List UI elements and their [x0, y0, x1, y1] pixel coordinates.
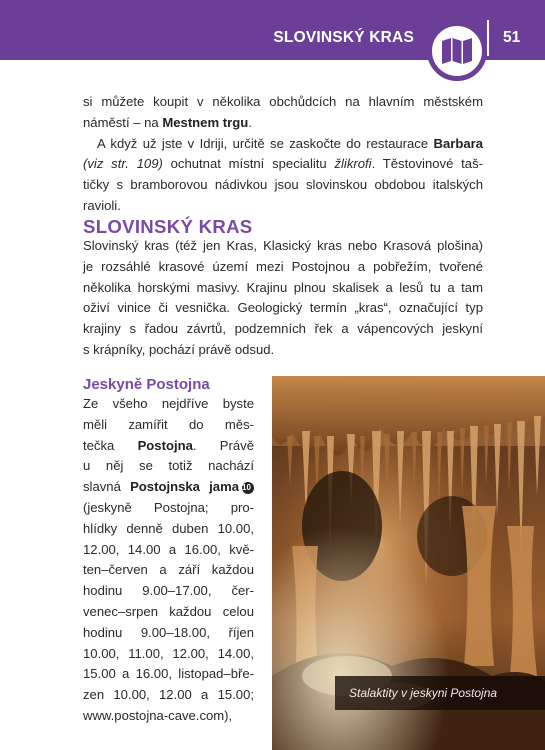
- subsection-heading: Jeskyně Postojna: [83, 376, 210, 393]
- text-line: (jeskyně Postojna; pro-: [83, 499, 254, 515]
- subsection-paragraph: [83, 394, 254, 727]
- town-name-bold: Postojna: [137, 437, 193, 453]
- map-marker-number: 10: [242, 482, 254, 494]
- text-line: si můžete koupit v několika obchůdcích na hlavním městském: [83, 94, 483, 109]
- text-line: Slovinský kras (též jen Kras, Klasický kras nebo Krasová plošina): [83, 238, 483, 253]
- cross-reference: (viz str. 109): [83, 156, 163, 172]
- text-line: je rozsáhlé krasové území mezi Postojnou a pobřežím, tvořené: [83, 258, 483, 274]
- place-name-bold: Mestnem trgu: [162, 114, 249, 130]
- text-line: měli zamířit do měs-: [83, 416, 254, 432]
- page-number: 51: [503, 29, 521, 46]
- text-line: venec–srpen každou celou: [83, 603, 254, 619]
- photo-caption: Stalaktity v jeskyni Postojna: [349, 686, 498, 700]
- text-line: zen 10.00, 12.00 a 15.00;: [83, 687, 254, 703]
- restaurant-name-bold: Barbara: [433, 135, 483, 151]
- text-run: náměstí – na: [83, 114, 163, 130]
- text-run: ochutnat místní specialitu: [162, 156, 335, 172]
- map-icon: [441, 38, 473, 64]
- text-line: 15.00 a 16.00, listopad–bře-: [83, 666, 254, 682]
- text-line: hodinu 9.00–18.00, říjen: [83, 624, 254, 640]
- text-line: ten–červen a září každou: [83, 562, 254, 578]
- text-run: A když už jste v Idriji, určitě se zaskočte do restaurace: [97, 135, 434, 151]
- text-line: [83, 477, 254, 498]
- text-line: u něj se totiž nachází: [83, 458, 254, 474]
- text-line: 10.00, 11.00, 12.00, 14.00,: [83, 645, 254, 661]
- section-badge: [427, 21, 487, 81]
- section-heading: SLOVINSKÝ KRAS: [83, 216, 253, 237]
- text-run: slavná: [83, 479, 131, 495]
- intro-paragraph-1: [83, 92, 483, 134]
- text-line: [83, 154, 483, 175]
- text-line: několika horskými masivy. Krajinu plnou skalisek a lesů tu a tam: [83, 279, 483, 295]
- header-separator: [487, 20, 489, 56]
- text-run: .: [248, 114, 252, 130]
- section-paragraph: [83, 236, 483, 361]
- intro-paragraph-2: [83, 134, 483, 217]
- text-line: Ze všeho nejdříve byste: [83, 396, 254, 411]
- text-run: . Těstovinové taš-: [371, 156, 483, 172]
- text-line: 12.00, 14.00 a 16.00, kvě-: [83, 541, 254, 557]
- text-line: s krápníky, pochází právě odsud.: [83, 341, 275, 357]
- text-line: ravioli.: [83, 197, 121, 213]
- text-line: [83, 134, 483, 155]
- text-line: [83, 113, 483, 134]
- text-line: www.postojna-cave.com),: [83, 707, 233, 723]
- text-line: krajiny s řadou závrtů, podzemních řek a vápencových jeskyní: [83, 321, 483, 337]
- text-line: tičky s bramborovou nádivkou jsou slovinskou obdobou italských: [83, 177, 483, 193]
- running-header-title: SLOVINSKÝ KRAS: [273, 29, 414, 46]
- text-line: [83, 436, 254, 457]
- text-line: hodinu 9.00–17.00, čer-: [83, 583, 254, 599]
- cave-name-bold: Postojnska jama: [130, 479, 239, 495]
- text-line: oživí vinice či vesnička. Geologický termín „kras“, označující typ: [83, 300, 483, 316]
- text-run: tečka: [83, 437, 138, 453]
- dish-name: žlikrofi: [334, 156, 372, 172]
- text-run: . Právě: [192, 437, 254, 453]
- text-line: hlídky denně duben 10.00,: [83, 520, 254, 536]
